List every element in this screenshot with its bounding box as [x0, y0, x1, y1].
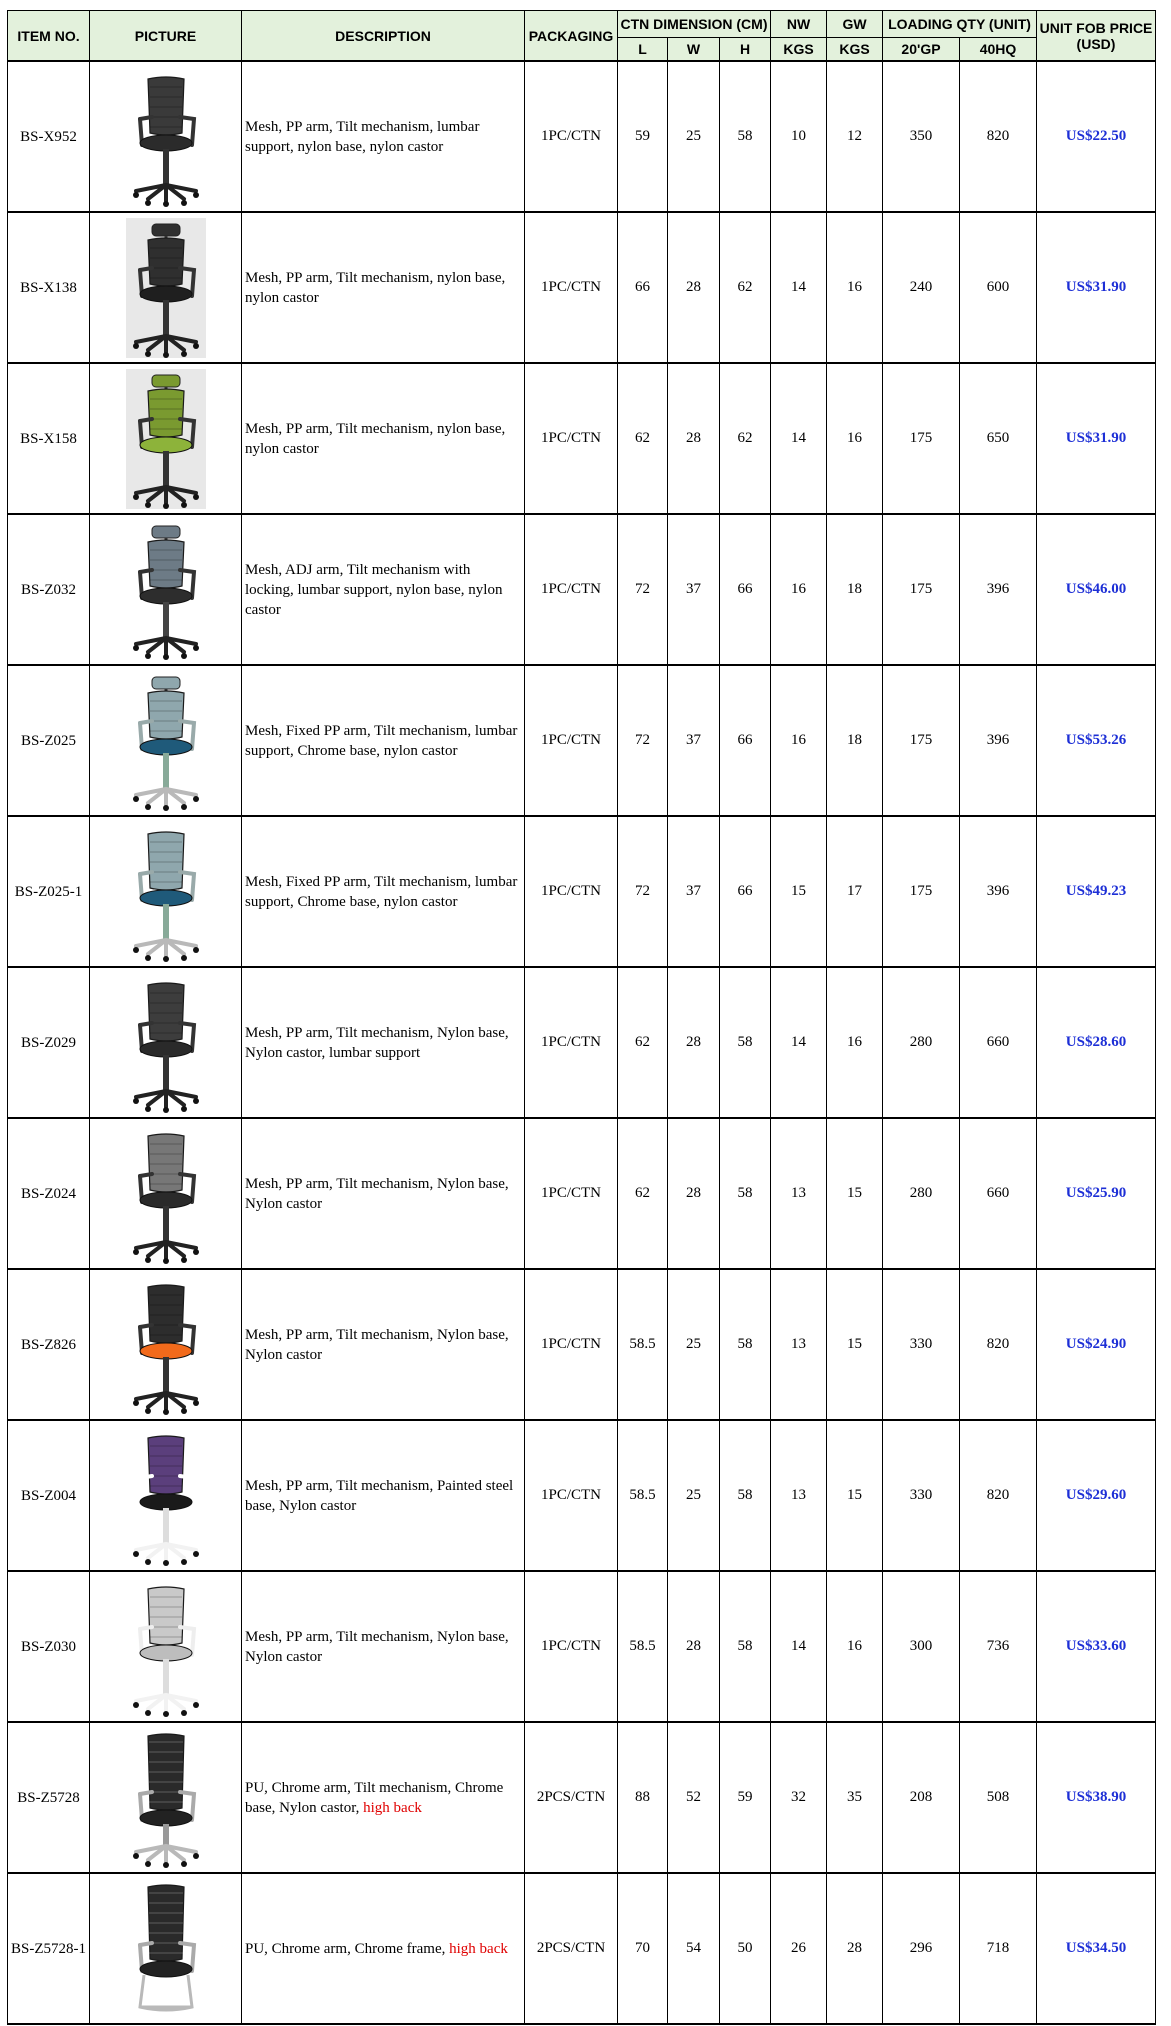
- product-picture: [90, 1420, 242, 1571]
- unit-price: US$38.90: [1037, 1722, 1156, 1873]
- description-text: Mesh, PP arm, Tilt mechanism, nylon base, nylon castor: [245, 269, 506, 306]
- loading-20gp: 208: [883, 1722, 960, 1873]
- description-text: Mesh, PP arm, Tilt mechanism, Nylon base, Nylon castor: [245, 1628, 509, 1665]
- loading-40hq: 736: [960, 1571, 1037, 1722]
- ctn-height: 58: [720, 1420, 771, 1571]
- loading-40hq: 820: [960, 1269, 1037, 1420]
- product-picture: [90, 1269, 242, 1420]
- loading-40hq: 396: [960, 816, 1037, 967]
- packaging: 1PC/CTN: [525, 61, 618, 212]
- unit-price: US$34.50: [1037, 1873, 1156, 2024]
- product-picture: [90, 816, 242, 967]
- table-row: [8, 212, 1156, 363]
- gross-weight: 12: [827, 61, 883, 212]
- col-ctn-dimension: CTN DIMENSION (CM): [618, 11, 771, 38]
- office-chair-icon: [126, 671, 206, 811]
- loading-20gp: 175: [883, 816, 960, 967]
- ctn-length: 58.5: [618, 1269, 668, 1420]
- ctn-length: 72: [618, 514, 668, 665]
- ctn-width: 37: [668, 665, 720, 816]
- gross-weight: 16: [827, 1571, 883, 1722]
- packaging: 2PCS/CTN: [525, 1722, 618, 1873]
- col-picture: PICTURE: [90, 11, 242, 62]
- col-length: L: [618, 38, 668, 62]
- product-picture: [90, 665, 242, 816]
- ctn-length: 72: [618, 665, 668, 816]
- net-weight: 32: [771, 1722, 827, 1873]
- ctn-length: 59: [618, 61, 668, 212]
- gross-weight: 28: [827, 1873, 883, 2024]
- gross-weight: 15: [827, 1269, 883, 1420]
- ctn-height: 58: [720, 1118, 771, 1269]
- table-header: [8, 11, 1156, 62]
- ctn-height: 66: [720, 665, 771, 816]
- unit-price: US$29.60: [1037, 1420, 1156, 1571]
- table-row: [8, 514, 1156, 665]
- description-highlight: high back: [363, 1799, 422, 1816]
- item-no: BS-Z024: [8, 1118, 90, 1269]
- description: [242, 212, 525, 363]
- net-weight: 14: [771, 1571, 827, 1722]
- col-nw-unit: KGS: [771, 38, 827, 62]
- ctn-height: 58: [720, 967, 771, 1118]
- product-picture: [90, 363, 242, 514]
- ctn-length: 66: [618, 212, 668, 363]
- table-body: [8, 61, 1156, 2024]
- unit-price: US$24.90: [1037, 1269, 1156, 1420]
- table-row: [8, 816, 1156, 967]
- gross-weight: 16: [827, 212, 883, 363]
- ctn-width: 28: [668, 1118, 720, 1269]
- gross-weight: 15: [827, 1118, 883, 1269]
- unit-price: US$49.23: [1037, 816, 1156, 967]
- ctn-height: 59: [720, 1722, 771, 1873]
- unit-price: US$28.60: [1037, 967, 1156, 1118]
- product-picture: [90, 1722, 242, 1873]
- loading-20gp: 350: [883, 61, 960, 212]
- description: [242, 363, 525, 514]
- unit-price: US$53.26: [1037, 665, 1156, 816]
- ctn-height: 50: [720, 1873, 771, 2024]
- ctn-length: 62: [618, 363, 668, 514]
- ctn-length: 58.5: [618, 1420, 668, 1571]
- col-gw: GW: [827, 11, 883, 38]
- product-picture: [90, 1571, 242, 1722]
- packaging: 2PCS/CTN: [525, 1873, 618, 2024]
- loading-20gp: 280: [883, 1118, 960, 1269]
- office-chair-icon: [126, 1426, 206, 1566]
- loading-40hq: 660: [960, 1118, 1037, 1269]
- office-chair-icon: [126, 1728, 206, 1868]
- ctn-width: 28: [668, 1571, 720, 1722]
- ctn-width: 28: [668, 212, 720, 363]
- unit-price: US$31.90: [1037, 363, 1156, 514]
- col-item-no: ITEM NO.: [8, 11, 90, 62]
- loading-20gp: 240: [883, 212, 960, 363]
- ctn-width: 52: [668, 1722, 720, 1873]
- col-loading-qty: LOADING QTY (UNIT): [883, 11, 1037, 38]
- net-weight: 10: [771, 61, 827, 212]
- net-weight: 13: [771, 1118, 827, 1269]
- net-weight: 26: [771, 1873, 827, 2024]
- item-no: BS-Z025-1: [8, 816, 90, 967]
- item-no: BS-Z032: [8, 514, 90, 665]
- office-chair-icon: [126, 1275, 206, 1415]
- description: [242, 1269, 525, 1420]
- product-picture: [90, 1873, 242, 2024]
- item-no: BS-Z5728-1: [8, 1873, 90, 2024]
- description-text: Mesh, PP arm, Tilt mechanism, nylon base, nylon castor: [245, 420, 506, 457]
- office-chair-icon: [126, 973, 206, 1113]
- loading-40hq: 508: [960, 1722, 1037, 1873]
- net-weight: 14: [771, 967, 827, 1118]
- office-chair-icon: [126, 67, 206, 207]
- ctn-width: 25: [668, 1420, 720, 1571]
- loading-20gp: 300: [883, 1571, 960, 1722]
- loading-20gp: 175: [883, 665, 960, 816]
- ctn-height: 66: [720, 514, 771, 665]
- ctn-height: 62: [720, 212, 771, 363]
- gross-weight: 35: [827, 1722, 883, 1873]
- packaging: 1PC/CTN: [525, 363, 618, 514]
- unit-price: US$46.00: [1037, 514, 1156, 665]
- table-row: [8, 665, 1156, 816]
- table-row: [8, 1571, 1156, 1722]
- ctn-width: 37: [668, 514, 720, 665]
- ctn-width: 25: [668, 61, 720, 212]
- ctn-width: 37: [668, 816, 720, 967]
- description-text: Mesh, PP arm, Tilt mechanism, Nylon base, Nylon castor: [245, 1326, 509, 1363]
- description-text: Mesh, PP arm, Tilt mechanism, lumbar support, nylon base, nylon castor: [245, 118, 480, 155]
- description: [242, 967, 525, 1118]
- description: [242, 1722, 525, 1873]
- ctn-height: 66: [720, 816, 771, 967]
- net-weight: 14: [771, 212, 827, 363]
- gross-weight: 18: [827, 665, 883, 816]
- col-height: H: [720, 38, 771, 62]
- description-text: Mesh, PP arm, Tilt mechanism, Nylon base, Nylon castor: [245, 1175, 509, 1212]
- unit-price: US$31.90: [1037, 212, 1156, 363]
- item-no: BS-Z826: [8, 1269, 90, 1420]
- ctn-height: 58: [720, 61, 771, 212]
- unit-price: US$33.60: [1037, 1571, 1156, 1722]
- loading-20gp: 296: [883, 1873, 960, 2024]
- product-picture: [90, 514, 242, 665]
- description-text: Mesh, PP arm, Tilt mechanism, Painted steel base, Nylon castor: [245, 1477, 514, 1514]
- description-highlight: high back: [449, 1940, 508, 1957]
- net-weight: 14: [771, 363, 827, 514]
- office-chair-icon: [126, 1879, 206, 2019]
- item-no: BS-Z025: [8, 665, 90, 816]
- gross-weight: 17: [827, 816, 883, 967]
- table-row: [8, 61, 1156, 212]
- description-text: Mesh, PP arm, Tilt mechanism, Nylon base, Nylon castor, lumbar support: [245, 1024, 509, 1061]
- product-picture: [90, 61, 242, 212]
- ctn-width: 54: [668, 1873, 720, 2024]
- item-no: BS-X158: [8, 363, 90, 514]
- loading-40hq: 660: [960, 967, 1037, 1118]
- col-nw: NW: [771, 11, 827, 38]
- packaging: 1PC/CTN: [525, 665, 618, 816]
- col-unit-price: UNIT FOB PRICE (USD): [1037, 11, 1156, 62]
- office-chair-icon: [126, 1124, 206, 1264]
- description-text: Mesh, Fixed PP arm, Tilt mechanism, lumbar support, Chrome base, nylon castor: [245, 722, 518, 759]
- net-weight: 16: [771, 665, 827, 816]
- ctn-width: 25: [668, 1269, 720, 1420]
- item-no: BS-Z5728: [8, 1722, 90, 1873]
- gross-weight: 18: [827, 514, 883, 665]
- net-weight: 15: [771, 816, 827, 967]
- office-chair-icon: [126, 520, 206, 660]
- table-row: [8, 1269, 1156, 1420]
- net-weight: 13: [771, 1420, 827, 1571]
- item-no: BS-X138: [8, 212, 90, 363]
- ctn-length: 72: [618, 816, 668, 967]
- description: [242, 816, 525, 967]
- description-text: PU, Chrome arm, Chrome frame,: [245, 1940, 450, 1957]
- packaging: 1PC/CTN: [525, 514, 618, 665]
- description: [242, 1873, 525, 2024]
- loading-40hq: 820: [960, 61, 1037, 212]
- col-width: W: [668, 38, 720, 62]
- item-no: BS-Z030: [8, 1571, 90, 1722]
- description: [242, 61, 525, 212]
- loading-20gp: 175: [883, 363, 960, 514]
- table-row: [8, 1420, 1156, 1571]
- loading-40hq: 820: [960, 1420, 1037, 1571]
- ctn-height: 58: [720, 1571, 771, 1722]
- col-packaging: PACKAGING: [525, 11, 618, 62]
- unit-price: US$25.90: [1037, 1118, 1156, 1269]
- col-20gp: 20'GP: [883, 38, 960, 62]
- net-weight: 13: [771, 1269, 827, 1420]
- unit-price: US$22.50: [1037, 61, 1156, 212]
- loading-40hq: 600: [960, 212, 1037, 363]
- net-weight: 16: [771, 514, 827, 665]
- item-no: BS-X952: [8, 61, 90, 212]
- item-no: BS-Z029: [8, 967, 90, 1118]
- ctn-width: 28: [668, 967, 720, 1118]
- gross-weight: 16: [827, 967, 883, 1118]
- product-picture: [90, 1118, 242, 1269]
- ctn-length: 88: [618, 1722, 668, 1873]
- table-row: [8, 1722, 1156, 1873]
- col-40hq: 40HQ: [960, 38, 1037, 62]
- loading-40hq: 650: [960, 363, 1037, 514]
- product-picture: [90, 212, 242, 363]
- loading-40hq: 396: [960, 514, 1037, 665]
- office-chair-icon: [126, 822, 206, 962]
- loading-40hq: 718: [960, 1873, 1037, 2024]
- item-no: BS-Z004: [8, 1420, 90, 1571]
- description: [242, 1571, 525, 1722]
- packaging: 1PC/CTN: [525, 816, 618, 967]
- ctn-length: 70: [618, 1873, 668, 2024]
- loading-20gp: 330: [883, 1269, 960, 1420]
- packaging: 1PC/CTN: [525, 1118, 618, 1269]
- product-picture: [90, 967, 242, 1118]
- loading-20gp: 175: [883, 514, 960, 665]
- packaging: 1PC/CTN: [525, 967, 618, 1118]
- ctn-width: 28: [668, 363, 720, 514]
- ctn-height: 58: [720, 1269, 771, 1420]
- ctn-length: 62: [618, 1118, 668, 1269]
- table-row: [8, 363, 1156, 514]
- ctn-length: 62: [618, 967, 668, 1118]
- loading-40hq: 396: [960, 665, 1037, 816]
- loading-20gp: 330: [883, 1420, 960, 1571]
- table-row: [8, 1118, 1156, 1269]
- office-chair-icon: [126, 218, 206, 358]
- packaging: 1PC/CTN: [525, 1420, 618, 1571]
- loading-20gp: 280: [883, 967, 960, 1118]
- description: [242, 1420, 525, 1571]
- packaging: 1PC/CTN: [525, 1269, 618, 1420]
- description-text: Mesh, Fixed PP arm, Tilt mechanism, lumbar support, Chrome base, nylon castor: [245, 873, 518, 910]
- ctn-length: 58.5: [618, 1571, 668, 1722]
- description-text: Mesh, ADJ arm, Tilt mechanism with locking, lumbar support, nylon base, nylon castor: [245, 561, 503, 618]
- description: [242, 1118, 525, 1269]
- packaging: 1PC/CTN: [525, 1571, 618, 1722]
- office-chair-icon: [126, 369, 206, 509]
- description: [242, 514, 525, 665]
- ctn-height: 62: [720, 363, 771, 514]
- description-text: PU, Chrome arm, Tilt mechanism, Chrome base, Nylon castor,: [245, 1779, 504, 1816]
- col-description: DESCRIPTION: [242, 11, 525, 62]
- gross-weight: 16: [827, 363, 883, 514]
- price-list-table: [7, 10, 1156, 2025]
- packaging: 1PC/CTN: [525, 212, 618, 363]
- description: [242, 665, 525, 816]
- office-chair-icon: [126, 1577, 206, 1717]
- gross-weight: 15: [827, 1420, 883, 1571]
- table-row: [8, 967, 1156, 1118]
- col-gw-unit: KGS: [827, 38, 883, 62]
- table-row: [8, 1873, 1156, 2024]
